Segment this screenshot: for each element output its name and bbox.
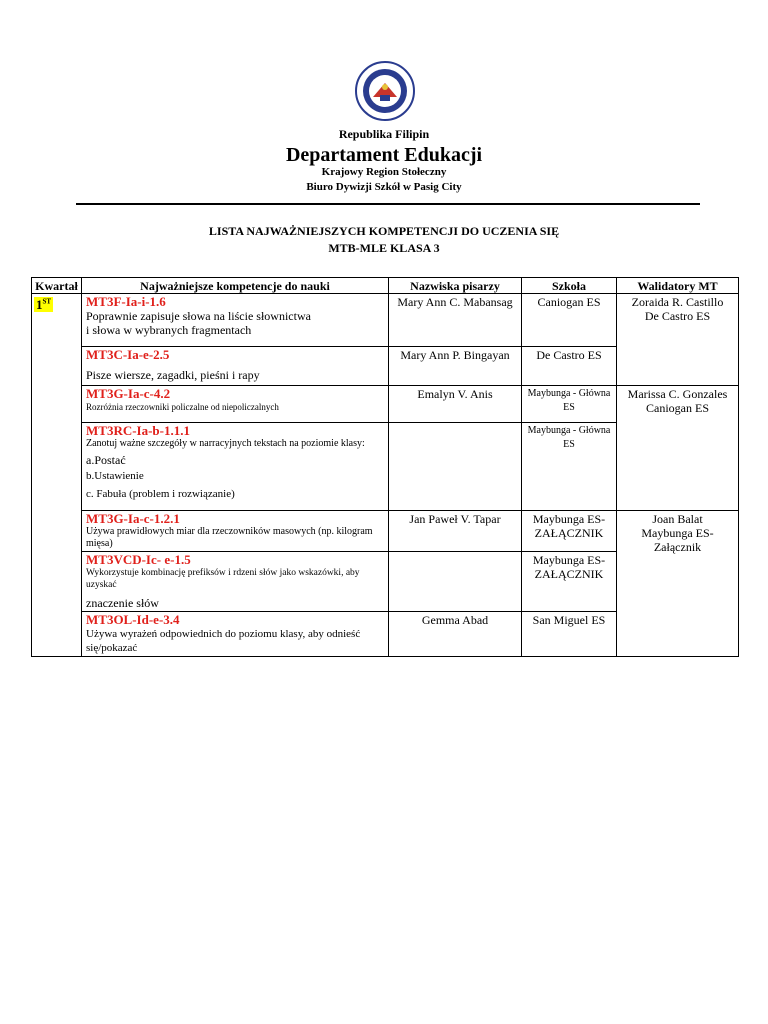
validator-cell xyxy=(617,294,739,386)
competency-subitem: a.Postać xyxy=(86,453,126,467)
validator-school: Maybunga ES- xyxy=(641,526,714,540)
school-cell: Maybunga ES-ZAŁĄCZNIK xyxy=(522,511,617,552)
competency-description-continued: znaczenie słów xyxy=(86,596,159,610)
column-header: Szkoła xyxy=(522,278,617,294)
republic-label: Republika Filipin xyxy=(338,127,430,141)
competency-cell xyxy=(82,347,389,386)
table-row xyxy=(32,511,739,552)
writer-cell xyxy=(389,552,522,612)
competency-cell xyxy=(82,552,389,612)
quarter-cell xyxy=(32,294,82,657)
writer-cell: Mary Ann P. Bingayan xyxy=(389,347,522,386)
competency-subitem: b.Ustawienie xyxy=(86,470,144,482)
competency-description: Rozróżnia rzeczowniki policzalne od niepoliczalnych xyxy=(86,402,279,412)
document-subtitle: MTB-MLE KLASA 3 xyxy=(328,241,440,255)
column-header: Walidatory MT xyxy=(617,278,739,294)
school-cell: Caniogan ES xyxy=(522,294,617,347)
validator-school: Załącznik xyxy=(653,540,702,554)
competency-code: MT3RC-Ia-b-1.1.1 xyxy=(86,423,190,438)
table-row xyxy=(32,294,739,347)
division-office-label: Biuro Dywizji Szkół w Pasig City xyxy=(306,181,462,193)
competency-description: Używa prawidłowych miar dla rzeczowników masowych (np. kilogram mięsa) xyxy=(86,526,373,549)
writer-cell xyxy=(389,423,522,511)
competency-description: Zanotuj ważne szczegóły w narracyjnych tekstach na poziomie klasy: xyxy=(86,438,365,449)
competency-description: Poprawnie zapisuje słowa na liście słownictwa i słowa w wybranych fragmentach xyxy=(86,309,311,337)
competencies-table xyxy=(31,277,739,657)
competency-cell xyxy=(82,423,389,511)
writer-cell: Emalyn V. Anis xyxy=(389,386,522,423)
competency-code: MT3OL-Id-e-3.4 xyxy=(86,612,180,627)
column-header: Nazwiska pisarzy xyxy=(389,278,522,294)
column-header: Kwartał xyxy=(32,278,82,294)
competency-code: MT3F-Ia-i-1.6 xyxy=(86,294,166,309)
column-header: Najważniejsze kompetencje do nauki xyxy=(82,278,389,294)
competency-cell xyxy=(82,511,389,552)
school-cell: Maybunga - Główna ES xyxy=(522,423,617,511)
validator-name: Joan Balat xyxy=(652,512,703,526)
competency-cell xyxy=(82,612,389,657)
school-cell: Maybunga ES-ZAŁĄCZNIK xyxy=(522,552,617,612)
competency-code: MT3VCD-Ic- e-1.5 xyxy=(86,552,191,567)
competency-description: Pisze wiersze, zagadki, pieśni i rapy xyxy=(86,368,260,382)
competency-cell xyxy=(82,294,389,347)
school-cell: Maybunga - Główna ES xyxy=(522,386,617,423)
department-title: Departament Edukacji xyxy=(285,144,483,166)
school-cell: San Miguel ES xyxy=(522,612,617,657)
deped-seal-icon xyxy=(355,61,415,121)
competency-description: Używa wyrażeń odpowiednich do poziomu klasy, aby odnieść się/pokazać xyxy=(86,628,361,654)
competency-code: MT3G-Ia-c-1.2.1 xyxy=(86,511,180,526)
validator-school: De Castro ES xyxy=(644,309,711,323)
document-title: LISTA NAJWAŻNIEJSZYCH KOMPETENCJI DO UCZENIA SIĘ xyxy=(208,224,560,238)
writer-cell: Jan Paweł V. Tapar xyxy=(389,511,522,552)
validator-school: Caniogan ES xyxy=(646,401,709,415)
validator-cell xyxy=(617,386,739,511)
table-header-row xyxy=(32,278,739,294)
header-divider xyxy=(76,203,700,205)
validator-name: Marissa C. Gonzales xyxy=(627,387,728,401)
writer-cell: Gemma Abad xyxy=(389,612,522,657)
validator-name: Zoraida R. Castillo xyxy=(631,295,724,309)
quarter-badge: 1ST xyxy=(36,297,52,313)
competency-code: MT3C-Ia-e-2.5 xyxy=(86,347,170,362)
validator-cell xyxy=(617,511,739,657)
competency-subitem: c. Fabuła (problem i rozwiązanie) xyxy=(86,488,235,500)
competency-description: Wykorzystuje kombinację prefiksów i rdzeni słów jako wskazówki, aby uzyskać xyxy=(86,568,360,590)
competency-code: MT3G-Ia-c-4.2 xyxy=(86,386,171,401)
region-label: Krajowy Region Stołeczny xyxy=(321,166,447,178)
table-row xyxy=(32,386,739,423)
competency-cell xyxy=(82,386,389,423)
school-cell: De Castro ES xyxy=(522,347,617,386)
writer-cell: Mary Ann C. Mabansag xyxy=(389,294,522,347)
